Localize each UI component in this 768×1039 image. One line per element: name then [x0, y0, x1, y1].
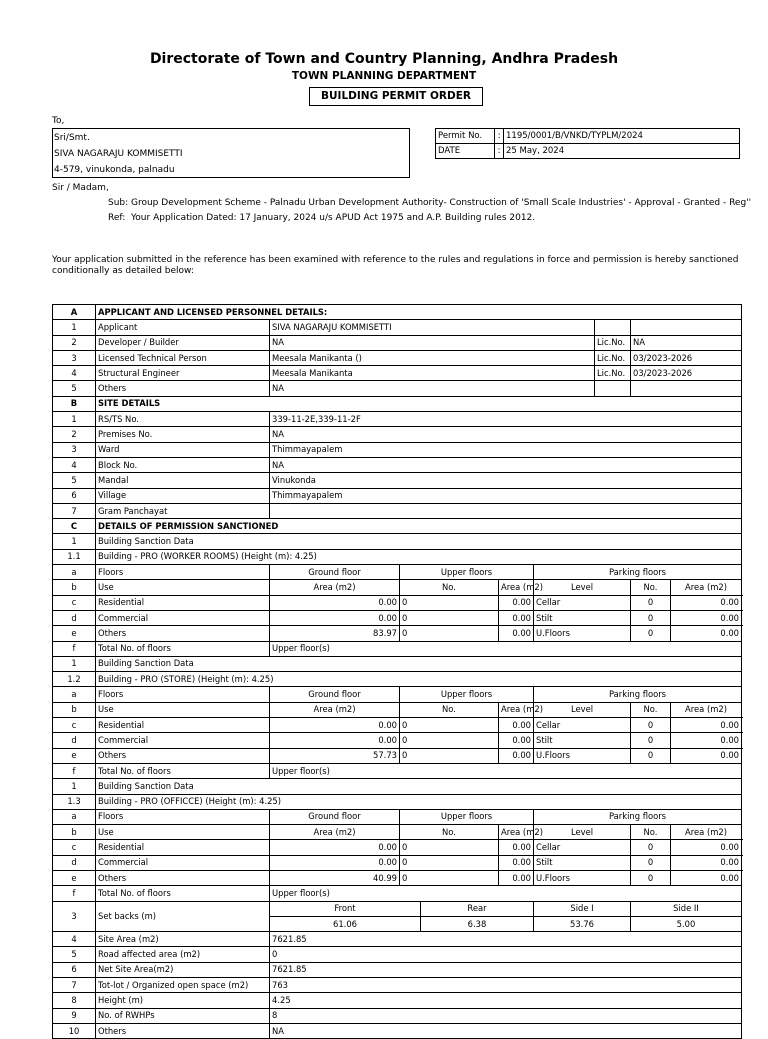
column-header: No.: [400, 580, 499, 595]
upper-floor-count: 0: [400, 595, 499, 610]
summary-row: [53, 962, 742, 977]
ground-floor-area: 0.00: [270, 595, 400, 610]
intro-paragraph: Your application submitted in the reference has been examined with reference to the rules and regulations in force and permission is hereby sanctioned conditionally as detailed below:: [52, 255, 739, 276]
row-letter: f: [53, 886, 96, 901]
parking-area: 0.00: [671, 748, 742, 763]
upper-floor-area: 0.00: [499, 595, 534, 610]
field-label: Premises No.: [96, 427, 270, 442]
use-label: Others: [96, 748, 270, 763]
column-header: No.: [631, 825, 671, 840]
site-row: [53, 427, 742, 442]
upper-floor-count: 0: [400, 855, 499, 870]
site-row: [53, 488, 742, 503]
use-label: Commercial: [96, 733, 270, 748]
field-value: Upper floor(s): [270, 641, 742, 656]
building-title-row: [53, 672, 742, 687]
field-value: 339-11-2E,339-11-2F: [270, 412, 742, 427]
summary-row: [53, 978, 742, 993]
column-header: Side II: [631, 901, 742, 916]
use-header-row: [53, 702, 742, 717]
order-title: BUILDING PERMIT ORDER: [309, 87, 483, 106]
section-letter: B: [53, 396, 96, 411]
license-value: 03/2023-2026: [631, 350, 742, 365]
field-label: Applicant: [96, 320, 270, 335]
site-row: [53, 442, 742, 457]
row-number: 8: [53, 993, 96, 1008]
building-title: Building - PRO (WORKER ROOMS) (Height (m): 4.25): [96, 549, 742, 564]
parking-count: 0: [631, 870, 671, 885]
permit-no-value: 1195/0001/B/VNKD/TYPLM/2024: [504, 129, 740, 144]
column-header: Area (m2): [671, 580, 742, 595]
license-label: [595, 381, 631, 396]
ground-floor-area: 0.00: [270, 610, 400, 625]
commercial-row: [53, 610, 742, 625]
upper-floor-count: 0: [400, 748, 499, 763]
column-header: Level: [534, 702, 631, 717]
field-value: 0: [270, 947, 742, 962]
floors-header-row: [53, 809, 742, 824]
ground-floor-area: 0.00: [270, 855, 400, 870]
permit-number-row: [436, 129, 740, 144]
row-number: 1: [53, 534, 96, 549]
field-label: Ward: [96, 442, 270, 457]
ground-floor-area: 0.00: [270, 840, 400, 855]
setback-front: 61.06: [270, 916, 421, 931]
setback-rear: 6.38: [421, 916, 534, 931]
column-header: No.: [631, 580, 671, 595]
column-header: Area (m2): [499, 825, 534, 840]
row-number: 2: [53, 427, 96, 442]
total-floors-row: [53, 886, 742, 901]
permit-details-table: [52, 304, 742, 1039]
commercial-row: [53, 733, 742, 748]
row-number: 6: [53, 488, 96, 503]
upper-floor-count: 0: [400, 840, 499, 855]
commercial-row: [53, 855, 742, 870]
field-label: Height (m): [96, 993, 270, 1008]
section-b-header: [53, 396, 742, 411]
upper-floor-count: 0: [400, 733, 499, 748]
field-label: RS/TS No.: [96, 412, 270, 427]
upper-floor-area: 0.00: [499, 855, 534, 870]
site-row: [53, 412, 742, 427]
use-header-row: [53, 580, 742, 595]
row-number: 1: [53, 320, 96, 335]
field-label: Road affected area (m2): [96, 947, 270, 962]
row-letter: a: [53, 687, 96, 702]
summary-row: [53, 1008, 742, 1023]
row-letter: b: [53, 580, 96, 595]
upper-floor-area: 0.00: [499, 840, 534, 855]
ground-floor-area: 0.00: [270, 733, 400, 748]
row-letter: c: [53, 595, 96, 610]
applicant-address: 4-579, vinukonda, palnadu: [54, 165, 175, 175]
column-header: No.: [631, 702, 671, 717]
row-number: 1: [53, 412, 96, 427]
row-number: 7: [53, 503, 96, 518]
parking-count: 0: [631, 733, 671, 748]
row-number: 1: [53, 779, 96, 794]
reference-text: Your Application Dated: 17 January, 2024 u/s APUD Act 1975 and A.P. Building rules 2012.: [131, 213, 536, 223]
applicant-row: [53, 350, 742, 365]
row-letter: a: [53, 565, 96, 580]
parking-area: 0.00: [671, 870, 742, 885]
field-value: Upper floor(s): [270, 886, 742, 901]
upper-floor-count: 0: [400, 718, 499, 733]
column-header: Ground floor: [270, 809, 400, 824]
field-value: Thimmayapalem: [270, 442, 742, 457]
applicant-row: [53, 381, 742, 396]
permit-no-label: Permit No.: [436, 129, 495, 144]
parking-area: 0.00: [671, 855, 742, 870]
upper-floor-area: 0.00: [499, 718, 534, 733]
column-header: Area (m2): [499, 702, 534, 717]
column-header: Level: [534, 580, 631, 595]
field-label: No. of RWHPs: [96, 1008, 270, 1023]
total-floors-row: [53, 641, 742, 656]
row-letter: f: [53, 641, 96, 656]
column-header: No.: [400, 825, 499, 840]
use-label: Residential: [96, 718, 270, 733]
license-value: [631, 381, 742, 396]
row-letter: d: [53, 610, 96, 625]
field-label: Others: [96, 381, 270, 396]
field-label: Total No. of floors: [96, 763, 270, 778]
parking-level: U.Floors: [534, 626, 631, 641]
row-number: 1.1: [53, 549, 96, 564]
use-label: Residential: [96, 595, 270, 610]
parking-level: Cellar: [534, 595, 631, 610]
row-letter: b: [53, 825, 96, 840]
summary-row: [53, 1023, 742, 1038]
field-label: Block No.: [96, 457, 270, 472]
parking-count: 0: [631, 595, 671, 610]
address-box: [52, 128, 410, 178]
row-letter: b: [53, 702, 96, 717]
ground-floor-area: 40.99: [270, 870, 400, 885]
row-number: 9: [53, 1008, 96, 1023]
field-label: Village: [96, 488, 270, 503]
to-label: To,: [52, 116, 65, 126]
field-label: Others: [96, 1023, 270, 1038]
parking-area: 0.00: [671, 626, 742, 641]
column-header: Ground floor: [270, 565, 400, 580]
parking-count: 0: [631, 855, 671, 870]
upper-floor-area: 0.00: [499, 610, 534, 625]
column-header: Rear: [421, 901, 534, 916]
field-value: Upper floor(s): [270, 763, 742, 778]
site-row: [53, 473, 742, 488]
license-label: Lic.No.: [595, 335, 631, 350]
row-number: 4: [53, 457, 96, 472]
section-c-header: [53, 519, 742, 534]
parking-area: 0.00: [671, 718, 742, 733]
column-header: Parking floors: [534, 809, 742, 824]
use-label: Others: [96, 626, 270, 641]
field-label: Floors: [96, 687, 270, 702]
permit-date-row: [436, 144, 740, 159]
parking-count: 0: [631, 840, 671, 855]
row-number: 3: [53, 901, 96, 932]
row-number: 10: [53, 1023, 96, 1038]
parking-level: Cellar: [534, 840, 631, 855]
section-letter: A: [53, 305, 96, 320]
field-label: Set backs (m): [96, 901, 270, 932]
applicant-row: [53, 366, 742, 381]
field-value: NA: [270, 381, 595, 396]
row-letter: f: [53, 763, 96, 778]
field-label: Total No. of floors: [96, 641, 270, 656]
row-number: 7: [53, 978, 96, 993]
field-label: Use: [96, 702, 270, 717]
summary-row: [53, 993, 742, 1008]
field-label: Total No. of floors: [96, 886, 270, 901]
residential-row: [53, 718, 742, 733]
field-value: 8: [270, 1008, 742, 1023]
field-label: Floors: [96, 565, 270, 580]
ground-floor-area: 57.73: [270, 748, 400, 763]
column-header: No.: [400, 702, 499, 717]
license-value: NA: [631, 335, 742, 350]
others-row: [53, 626, 742, 641]
field-value: Vinukonda: [270, 473, 742, 488]
column-header: Upper floors: [400, 809, 534, 824]
row-letter: d: [53, 855, 96, 870]
field-label: Use: [96, 825, 270, 840]
section-title: DETAILS OF PERMISSION SANCTIONED: [96, 519, 742, 534]
row-number: 5: [53, 473, 96, 488]
column-header: Parking floors: [534, 565, 742, 580]
section-title: APPLICANT AND LICENSED PERSONNEL DETAILS:: [96, 305, 742, 320]
parking-count: 0: [631, 610, 671, 625]
parking-level: U.Floors: [534, 748, 631, 763]
field-label: Net Site Area(m2): [96, 962, 270, 977]
parking-level: Stilt: [534, 855, 631, 870]
row-number: 2: [53, 335, 96, 350]
setback-side2: 5.00: [631, 916, 742, 931]
column-header: Upper floors: [400, 687, 534, 702]
row-number: 3: [53, 350, 96, 365]
field-label: Building Sanction Data: [96, 656, 742, 671]
building-title: Building - PRO (STORE) (Height (m): 4.25): [96, 672, 742, 687]
parking-count: 0: [631, 626, 671, 641]
department-name: TOWN PLANNING DEPARTMENT: [291, 70, 477, 82]
applicant-row: [53, 335, 742, 350]
field-label: Developer / Builder: [96, 335, 270, 350]
building-title-row: [53, 549, 742, 564]
row-letter: e: [53, 626, 96, 641]
row-number: 1: [53, 656, 96, 671]
floors-header-row: [53, 565, 742, 580]
column-header: Area (m2): [499, 580, 534, 595]
floors-header-row: [53, 687, 742, 702]
section-title: SITE DETAILS: [96, 396, 742, 411]
parking-count: 0: [631, 748, 671, 763]
use-label: Residential: [96, 840, 270, 855]
parking-area: 0.00: [671, 595, 742, 610]
license-value: [631, 320, 742, 335]
upper-floor-area: 0.00: [499, 626, 534, 641]
row-letter: c: [53, 718, 96, 733]
column-header: Area (m2): [270, 825, 400, 840]
table-body: [53, 305, 742, 1039]
ground-floor-area: 0.00: [270, 718, 400, 733]
row-letter: e: [53, 870, 96, 885]
site-row: [53, 457, 742, 472]
parking-level: Stilt: [534, 610, 631, 625]
residential-row: [53, 840, 742, 855]
use-label: Commercial: [96, 855, 270, 870]
column-header: Side I: [534, 901, 631, 916]
others-row: [53, 748, 742, 763]
field-value: SIVA NAGARAJU KOMMISETTI: [270, 320, 595, 335]
sub-label: Sub:: [108, 198, 129, 208]
parking-level: U.Floors: [534, 870, 631, 885]
sanction-data-row: [53, 656, 742, 671]
row-letter: d: [53, 733, 96, 748]
field-label: Floors: [96, 809, 270, 824]
date-value: 25 May, 2024: [504, 144, 740, 159]
applicant-name: SIVA NAGARAJU KOMMISETTI: [54, 149, 183, 159]
column-header: Area (m2): [671, 702, 742, 717]
upper-floor-count: 0: [400, 870, 499, 885]
column-header: Parking floors: [534, 687, 742, 702]
field-value: Meesala Manikanta: [270, 366, 595, 381]
field-value: [270, 503, 742, 518]
license-value: 03/2023-2026: [631, 366, 742, 381]
total-floors-row: [53, 763, 742, 778]
ground-floor-area: 83.97: [270, 626, 400, 641]
row-letter: a: [53, 809, 96, 824]
field-value: NA: [270, 335, 595, 350]
greeting: Sir / Madam,: [52, 183, 109, 193]
page-title: Directorate of Town and Country Planning, Andhra Pradesh: [149, 51, 619, 67]
section-a-header: [53, 305, 742, 320]
building-title: Building - PRO (OFFICCE) (Height (m): 4.25): [96, 794, 742, 809]
upper-floor-area: 0.00: [499, 748, 534, 763]
date-label: DATE: [436, 144, 495, 159]
field-value: 7621.85: [270, 962, 742, 977]
row-letter: c: [53, 840, 96, 855]
field-value: NA: [270, 457, 742, 472]
use-header-row: [53, 825, 742, 840]
field-value: 763: [270, 978, 742, 993]
row-number: 1.3: [53, 794, 96, 809]
setback-side1: 53.76: [534, 916, 631, 931]
field-value: Thimmayapalem: [270, 488, 742, 503]
parking-count: 0: [631, 718, 671, 733]
field-value: 4.25: [270, 993, 742, 1008]
site-row: [53, 503, 742, 518]
colon: :: [495, 144, 504, 159]
parking-level: Stilt: [534, 733, 631, 748]
field-value: 7621.85: [270, 932, 742, 947]
license-label: Lic.No.: [595, 350, 631, 365]
residential-row: [53, 595, 742, 610]
row-letter: e: [53, 748, 96, 763]
field-label: Site Area (m2): [96, 932, 270, 947]
row-number: 4: [53, 366, 96, 381]
permit-info-table: [435, 128, 740, 159]
field-label: Use: [96, 580, 270, 595]
upper-floor-count: 0: [400, 610, 499, 625]
column-header: Ground floor: [270, 687, 400, 702]
row-number: 5: [53, 947, 96, 962]
parking-area: 0.00: [671, 840, 742, 855]
use-label: Commercial: [96, 610, 270, 625]
upper-floor-area: 0.00: [499, 870, 534, 885]
salutation-prefix: Sri/Smt.: [54, 133, 90, 143]
upper-floor-count: 0: [400, 626, 499, 641]
applicant-row: [53, 320, 742, 335]
colon: :: [495, 129, 504, 144]
summary-row: [53, 947, 742, 962]
column-header: Front: [270, 901, 421, 916]
license-label: [595, 320, 631, 335]
column-header: Level: [534, 825, 631, 840]
sanction-data-row: [53, 779, 742, 794]
field-value: NA: [270, 427, 742, 442]
parking-area: 0.00: [671, 610, 742, 625]
column-header: Area (m2): [270, 702, 400, 717]
sanction-data-row: [53, 534, 742, 549]
others-row: [53, 870, 742, 885]
row-number: 4: [53, 932, 96, 947]
row-number: 3: [53, 442, 96, 457]
column-header: Upper floors: [400, 565, 534, 580]
field-value: NA: [270, 1023, 742, 1038]
setbacks-header-row: [53, 901, 742, 916]
field-value: Meesala Manikanta (): [270, 350, 595, 365]
license-label: Lic.No.: [595, 366, 631, 381]
field-label: Structural Engineer: [96, 366, 270, 381]
field-label: Gram Panchayat: [96, 503, 270, 518]
field-label: Licensed Technical Person: [96, 350, 270, 365]
field-label: Tot-lot / Organized open space (m2): [96, 978, 270, 993]
upper-floor-area: 0.00: [499, 733, 534, 748]
field-label: Building Sanction Data: [96, 534, 742, 549]
column-header: Area (m2): [671, 825, 742, 840]
row-number: 1.2: [53, 672, 96, 687]
row-number: 6: [53, 962, 96, 977]
parking-level: Cellar: [534, 718, 631, 733]
ref-label: Ref:: [108, 213, 126, 223]
column-header: Area (m2): [270, 580, 400, 595]
field-label: Building Sanction Data: [96, 779, 742, 794]
parking-area: 0.00: [671, 733, 742, 748]
use-label: Others: [96, 870, 270, 885]
field-label: Mandal: [96, 473, 270, 488]
summary-row: [53, 932, 742, 947]
subject-text: Group Development Scheme - Palnadu Urban Development Authority- Construction of 'Small Scale Industries' - Approval - Granted - Reg'': [131, 198, 752, 208]
row-number: 5: [53, 381, 96, 396]
building-title-row: [53, 794, 742, 809]
section-letter: C: [53, 519, 96, 534]
